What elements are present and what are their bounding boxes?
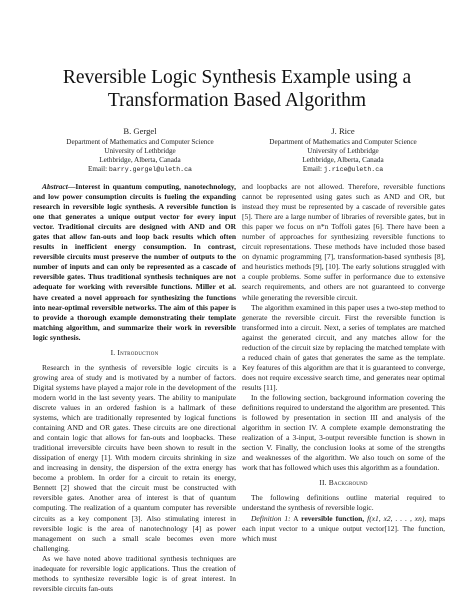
author-university: University of Lethbridge: [307, 147, 379, 156]
author-department: Department of Mathematics and Computer Science: [269, 138, 417, 146]
author-block-1: [45, 126, 235, 174]
author-name: J. Rice: [331, 126, 355, 136]
author-name: B. Gergel: [123, 126, 157, 136]
section-heading-introduction: I. Introduction: [110, 347, 159, 357]
author-email[interactable]: j.rice@uleth.ca: [323, 166, 384, 174]
body-paragraph-2: The algorithm examined in this paper uses a two-step method to generate the reversible circuit. First the reversible function is transformed into a circuit. Next, a series of templates are matched against the generated circuit, and any matches allow for the reduction of the circuit size by replacing the matched template with a reduced chain of gates that generates the same as the template. Key features of this algorithm are that it is guaranteed to converge, does not require excessive search time, and generates near optimal results [11].: [242, 302, 445, 392]
background-paragraph: The following definitions outline material required to understand the synthesis of reversible logic.: [242, 493, 445, 513]
author-department: Department of Mathematics and Computer Science: [66, 138, 214, 146]
body-paragraph-1: and loopbacks are not allowed. Therefore, reversible functions cannot be represented using gates such as AND and OR, but instead they must be represented by a cascade of reversible gates [5]. There are a large number of libraries of reversible gates, but in this paper we focus on n*n Toffoli gates [6]. There have been a number of approaches for synthesizing reversible functions to circuit representations. These methods have included those based on dynamic programming [7], transformation-based synthesis [8], and heuristics methods [9], [10]. The early solutions struggled with a couple problems. Some suffer in performance due to extensive search requirements, and others are not guaranteed to converge while generating the reversible circuit.: [242, 182, 445, 302]
definition-formula: f(x1, x2, . . . , xn),: [367, 513, 427, 523]
author-email-line: [45, 165, 235, 174]
author-email[interactable]: barry.gergel@uleth.ca: [108, 166, 193, 174]
title-line-1: Reversible Logic Synthesis Example using a: [62, 67, 412, 88]
intro-paragraph-1: Research in the synthesis of reversible logic circuits is a growing area of study and is motivated by a number of factors. Digital systems have played a major role in the development of the modern world in the last seventy years. The ability to manipulate discrete values in an ordered fashion is a hallmark of these systems, which are traditionally represented by logical functions containing AND and OR gates. These circuits are one directional and contain logic that allows for fan-outs and loopbacks. These traditional irreversible circuits have been shown to result in the dissipation of energy [1]. With modern circuits shrinking in size and increasing in density, the dispersion of the extra energy has become a problem. In order for a circuit to retain its energy, Bennett [2] showed that the circuit must be constructed with reversible gates. Another area of interest is that of quantum computing. The realization of a quantum computer has reversible circuits as a key component [3]. Also stimulating interest in reversible logic is the area of nanotechnology [4] as power management on such a small scale becomes even more challenging.: [33, 362, 236, 553]
definition-label: Definition 1:: [251, 513, 291, 523]
intro-paragraph-2: As we have noted above traditional synthesis techniques are inadequate for reversible logic applications. Thus the creation of methods to synthesize reversible logic is of great interest. In reversible circuits fan-outs: [33, 553, 236, 593]
section-heading-background: II. Background: [319, 478, 368, 488]
abstract-lead: Abstract: [42, 182, 68, 191]
author-city: Lethbridge, Alberta, Canada: [99, 156, 181, 165]
abstract: [33, 182, 236, 343]
definition-term: reversible: [301, 513, 333, 523]
author-university: University of Lethbridge: [104, 147, 176, 156]
definition-article: A: [293, 513, 299, 523]
definition-1: [242, 514, 445, 544]
author-city: Lethbridge, Alberta, Canada: [302, 156, 384, 165]
title-line-2: Transformation Based Algorithm: [107, 90, 367, 111]
definition-rest: maps each input vector to a unique output vector[12]. The function, which must: [242, 513, 446, 543]
email-label: Email:: [302, 165, 322, 174]
definition-word: function,: [335, 513, 365, 523]
body-paragraph-3: In the following section, background information covering the definitions required to understand the algorithm are presented. This is followed by presentation in section III and analysis of the algorithm in section IV. A complete example demonstrating the realization of a 3-input, 3-output reversible function is shown in section V. Finally, the conclusion looks at some of the strengths and weaknesses of the algorithm. We also touch on some of the work that has followed which uses this algorithm as a foundation.: [242, 392, 445, 473]
abstract-text: —Interest in quantum computing, nanotechnology, and low power consumption circuits is fueling the expanding research in reversible logic synthesis. A reversible function is one that generates a unique output vector for every input vector. Traditional circuits are designed with AND and OR gates that allow fan-outs and loop back results which often results in inefficient energy consumption. In contrast, reversible circuits must preserve the number of outputs to the number of inputs and can only be represented as a cascade of reversible gates. Thus traditional synthesis techniques are not adequate for working with reversible functions. Miller et al. have created a novel approach for synthesizing the functions into near-optimal reversible networks. The aim of this paper is to provide a thorough example demonstrating their template matching algorithm, and summarize their work in reversible logic synthesis.: [33, 182, 236, 342]
email-label: Email:: [87, 165, 108, 174]
author-block-2: [248, 126, 438, 174]
author-email-line: [248, 165, 438, 174]
paper-title: [20, 66, 454, 112]
right-column: [242, 182, 445, 544]
left-column: [33, 182, 236, 594]
